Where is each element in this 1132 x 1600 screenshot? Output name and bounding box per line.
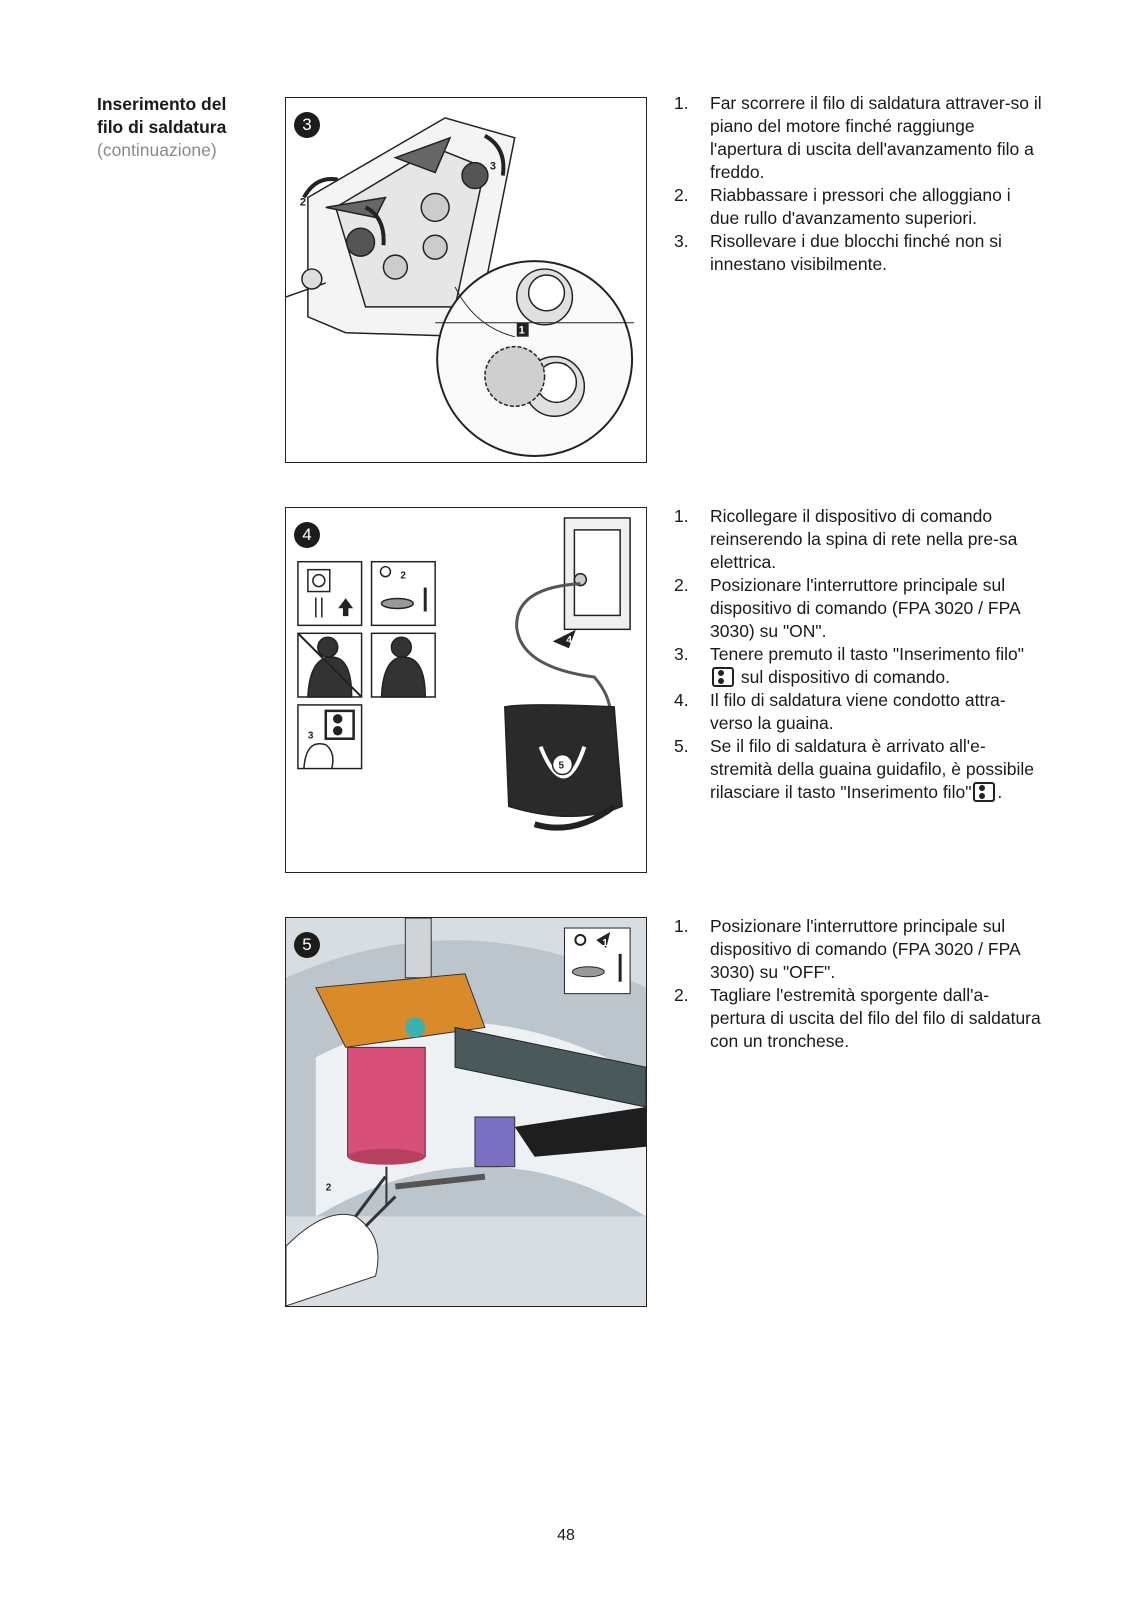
- step-item: 1. Far scorrere il filo di saldatura attraver-so il piano del motore finché raggiunge l'apertura di uscita dell'avanzamento filo a freddo.: [674, 93, 1042, 182]
- feed-procedure-illustration: [286, 508, 646, 872]
- step-item: 5. Se il filo di saldatura è arrivato all'e-stremità della guaina guidafilo, è possibile rilasciare il tasto "Inserimento filo" .: [674, 736, 1034, 802]
- step-item: 1. Posizionare l'interruttore principale sul dispositivo di comando (FPA 3020 / FPA 3030) su "OFF".: [674, 916, 1020, 982]
- heading-line-1: Inserimento del: [97, 94, 227, 114]
- callout-1: 1: [602, 937, 608, 949]
- cut-wire-illustration: [286, 918, 646, 1306]
- heading-subtitle: (continuazione): [97, 140, 217, 160]
- figure-4-connect-and-feed: [285, 507, 647, 873]
- step-item: 2. Riabbassare i pressori che alloggiano i due rullo d'avanzamento superiori.: [674, 185, 1011, 228]
- figure-number-4: 4: [294, 522, 320, 548]
- step-item: 2. Tagliare l'estremità sporgente dall'a-pertura di uscita del filo del filo di saldatura con un tronchese.: [674, 985, 1041, 1051]
- figure-5-cut-wire: [285, 917, 647, 1307]
- step-item: 2. Posizionare l'interruttore principale sul dispositivo di comando (FPA 3020 / FPA 3030) su "ON".: [674, 575, 1020, 641]
- callout-3: 3: [307, 730, 314, 742]
- wire-feed-key-icon: [712, 667, 734, 687]
- callout-2: 2: [299, 196, 307, 209]
- section-heading: [97, 93, 267, 162]
- steps-list-figure-4: [674, 505, 1044, 804]
- callout-3: 3: [489, 160, 496, 173]
- page-number: 48: [557, 1527, 575, 1544]
- step-item: 3. Tenere premuto il tasto "Inserimento filo" sul dispositivo di comando.: [674, 644, 1024, 687]
- callout-5: 5: [558, 760, 565, 772]
- callout-4: 4: [566, 635, 572, 647]
- callout-2: 2: [400, 570, 406, 582]
- callout-2: 2: [325, 1182, 332, 1194]
- figure-number-5: 5: [294, 932, 320, 958]
- step-item: 4. Il filo di saldatura viene condotto attra-verso la guaina.: [674, 690, 1006, 733]
- step-item: 1. Ricollegare il dispositivo di comando reinserendo la spina di rete nella pre-sa elettrica.: [674, 506, 1018, 572]
- steps-list-figure-5: [674, 915, 1044, 1053]
- steps-list-figure-3: [674, 92, 1044, 276]
- wire-feed-key-icon: [973, 782, 995, 802]
- figure-3-wire-feeder: [285, 97, 647, 463]
- callout-1: 1: [518, 324, 525, 337]
- step-item: 3. Risollevare i due blocchi finché non si innestano visibilmente.: [674, 231, 1002, 274]
- heading-line-2: filo di saldatura: [97, 117, 227, 137]
- wire-feeder-illustration: [286, 98, 646, 462]
- figure-number-3: 3: [294, 112, 320, 138]
